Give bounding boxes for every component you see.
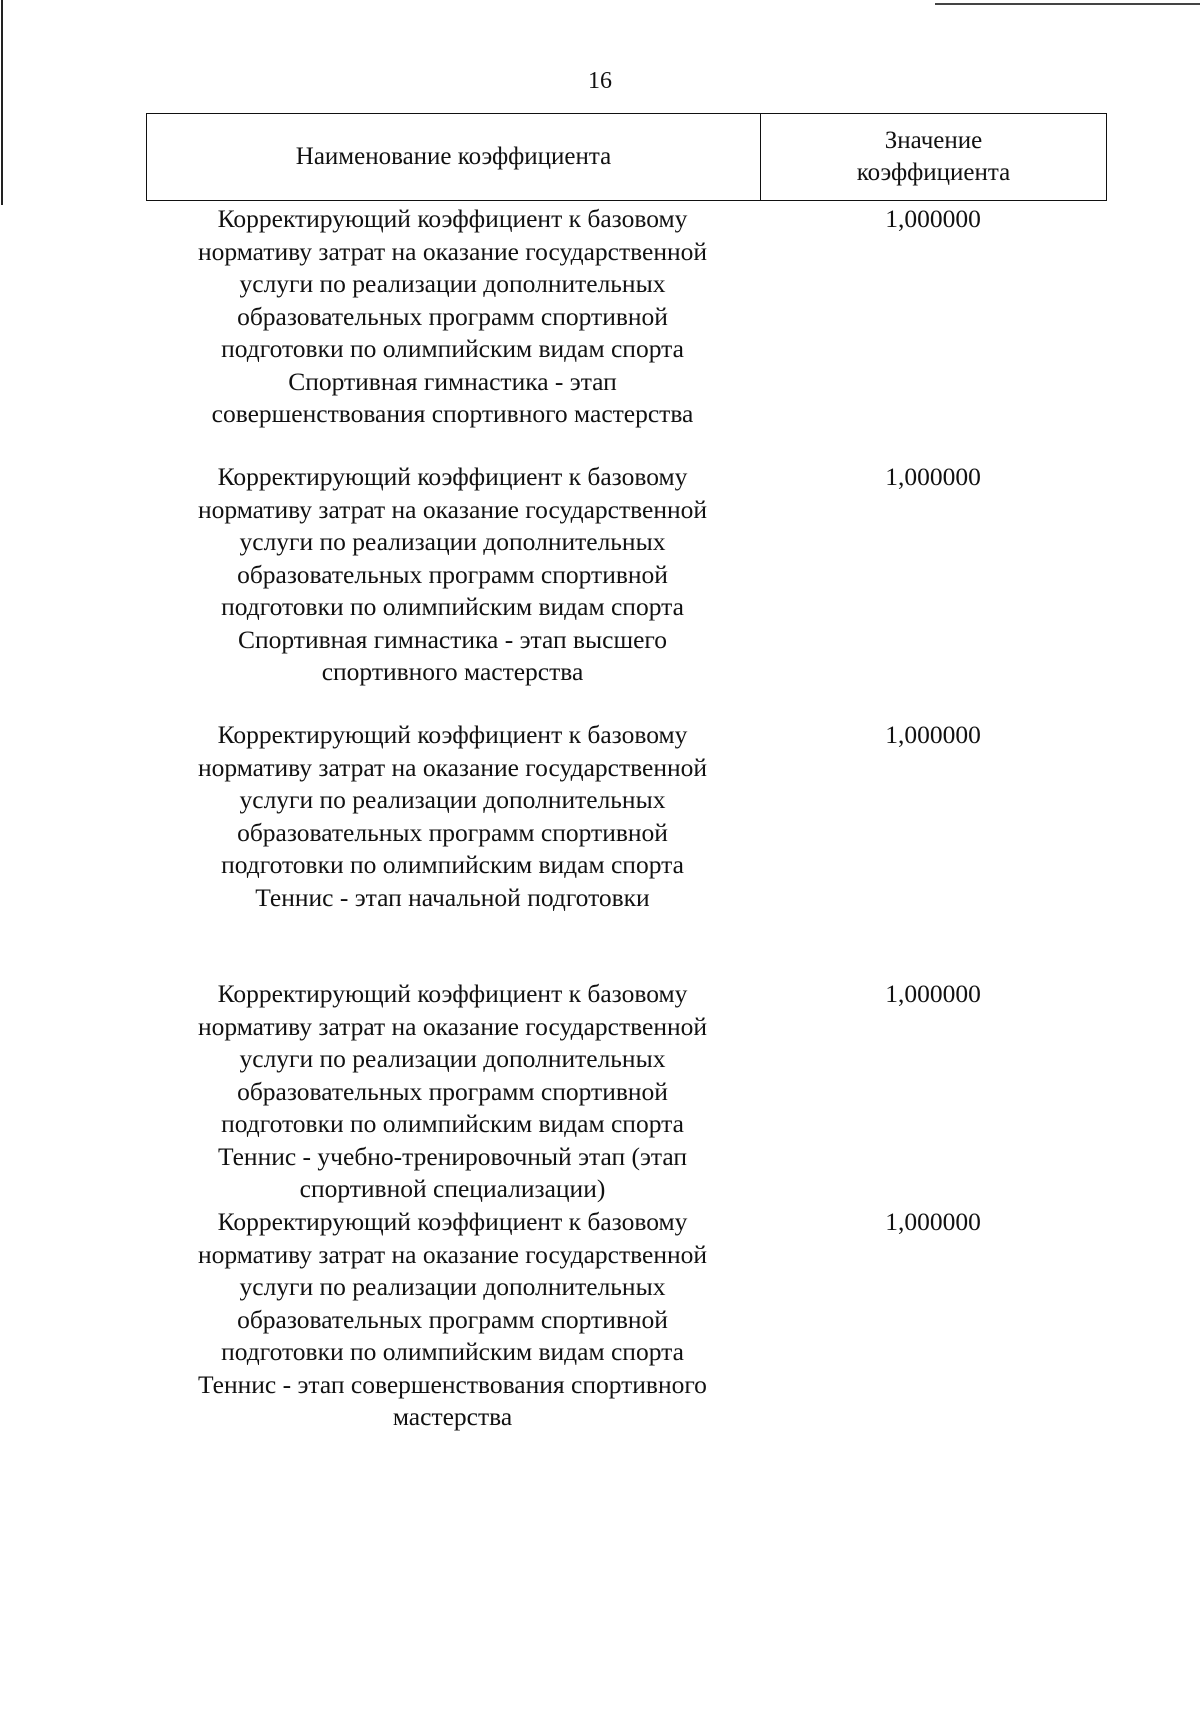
row-name-line: нормативу затрат на оказание государственной [197, 752, 708, 782]
row-value: 1,000000 [885, 979, 981, 1008]
scan-edge-left [1, 0, 3, 205]
row-name-line: нормативу затрат на оказание государственной [197, 1011, 708, 1041]
row-name-line: Теннис - учебно-тренировочный этап (этап [218, 1141, 687, 1171]
row-name-line: Корректирующий коэффициент к базовому [217, 979, 688, 1008]
row-name-line: услуги по реализации дополнительных [239, 1044, 666, 1073]
row-name-line: Теннис - этап начальной подготовки [255, 882, 650, 912]
row-name-line: нормативу затрат на оказание государственной [197, 494, 708, 524]
row-name-line: услуги по реализации дополнительных [239, 269, 666, 298]
row-name-line: услуги по реализации дополнительных [239, 785, 666, 814]
row-name-line: Корректирующий коэффициент к базовому [217, 720, 688, 749]
scan-edge-top [935, 3, 1200, 5]
row-name-line: образовательных программ спортивной [237, 1304, 668, 1334]
row-name-line: нормативу затрат на оказание государственной [197, 236, 708, 266]
row-name-line: услуги по реализации дополнительных [239, 1272, 666, 1301]
row-name-line: образовательных программ спортивной [237, 1076, 668, 1106]
row-name-line: Спортивная гимнастика - этап [288, 366, 617, 396]
row-name-line: нормативу затрат на оказание государственной [197, 1239, 708, 1269]
page-number [0, 68, 1200, 95]
row-name-line: спортивного мастерства [321, 657, 584, 686]
row-name-line: Спортивная гимнастика - этап высшего [237, 624, 668, 654]
row-name [146, 1206, 759, 1434]
row-name [146, 978, 759, 1206]
row-name-line: подготовки по олимпийским видам спорта [221, 1337, 684, 1366]
row-name-line: совершенствования спортивного мастерства [211, 399, 694, 428]
page-number-text: 16 [588, 68, 612, 94]
row-name-line: Корректирующий коэффициент к базовому [217, 204, 688, 233]
row-name-line: образовательных программ спортивной [237, 301, 668, 331]
row-name [146, 461, 759, 689]
row-name-line: мастерства [392, 1402, 513, 1431]
row-name-line: Теннис - этап совершенствования спортивного [198, 1369, 707, 1399]
row-name-line: подготовки по олимпийским видам спорта [221, 334, 684, 363]
row-value: 1,000000 [885, 1207, 981, 1236]
row-name-line: Корректирующий коэффициент к базовому [217, 1207, 688, 1236]
row-name-line: услуги по реализации дополнительных [239, 527, 666, 556]
row-name-line: образовательных программ спортивной [237, 559, 668, 589]
row-name [146, 719, 759, 914]
table-header [146, 113, 1107, 201]
row-name [146, 203, 759, 431]
row-name-line: подготовки по олимпийским видам спорта [221, 850, 684, 879]
row-name-line: подготовки по олимпийским видам спорта [221, 1109, 684, 1138]
row-value: 1,000000 [885, 462, 981, 491]
row-name-line: Корректирующий коэффициент к базовому [217, 462, 688, 491]
header-value-line1: Значение [884, 127, 983, 154]
row-value: 1,000000 [885, 204, 981, 233]
header-coefficient-value [761, 114, 1106, 200]
header-coefficient-name [147, 114, 761, 200]
row-name-line: спортивной специализации) [299, 1174, 606, 1203]
row-name-line: подготовки по олимпийским видам спорта [221, 592, 684, 621]
row-value: 1,000000 [885, 720, 981, 749]
header-value-line2: коэффициента [856, 159, 1011, 186]
header-name-text: Наименование коэффициента [295, 143, 612, 170]
row-name-line: образовательных программ спортивной [237, 817, 668, 847]
